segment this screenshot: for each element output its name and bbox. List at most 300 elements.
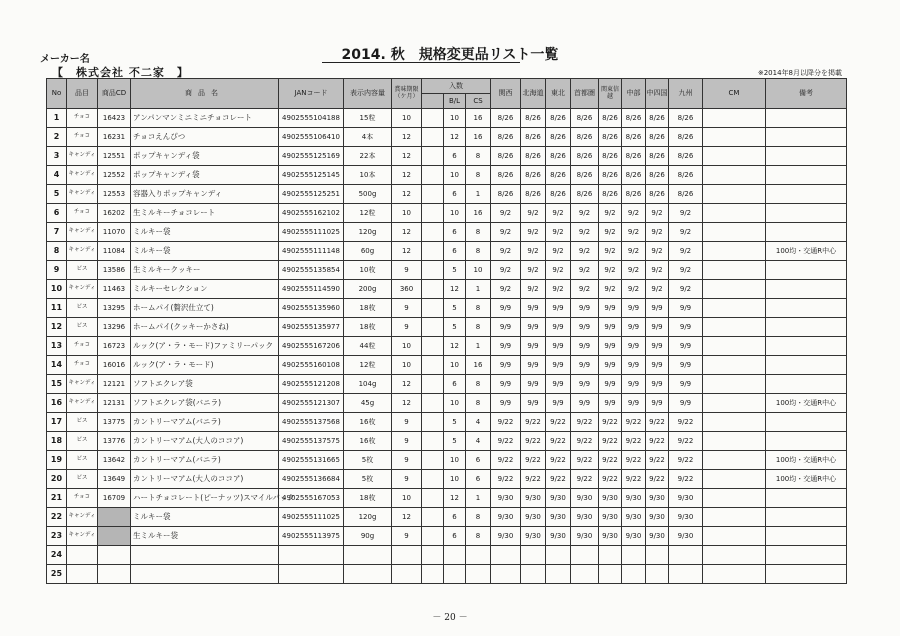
cell-date-region-0: 9/9 bbox=[491, 337, 521, 356]
cell-jan: 4902555125169 bbox=[279, 147, 344, 166]
cell-date-region-4: 9/30 bbox=[599, 508, 622, 527]
table-row bbox=[47, 109, 847, 128]
header-irisu-spacer bbox=[422, 94, 444, 109]
cell-date-region-2: 8/26 bbox=[546, 128, 571, 147]
cell-cm bbox=[703, 147, 766, 166]
header-no: No bbox=[47, 79, 67, 109]
cell-no: 2 bbox=[47, 128, 67, 147]
header-region-6: 中四国 bbox=[646, 79, 669, 109]
cell-date-region-2: 9/22 bbox=[546, 432, 571, 451]
cell-jan: 4902555131665 bbox=[279, 451, 344, 470]
cell-cs: 8 bbox=[466, 242, 491, 261]
title-underline bbox=[322, 62, 520, 63]
cell-date-region-6: 9/22 bbox=[646, 470, 669, 489]
cell-date-region-5: 9/2 bbox=[622, 280, 646, 299]
cell-bl: 6 bbox=[444, 375, 466, 394]
cell-expiry: 9 bbox=[392, 261, 422, 280]
cell-size: 104g bbox=[344, 375, 392, 394]
cell-cs bbox=[466, 565, 491, 584]
cell-expiry: 12 bbox=[392, 128, 422, 147]
cell-date-region-0: 9/9 bbox=[491, 318, 521, 337]
cell-cm bbox=[703, 432, 766, 451]
cell-irisu-spacer bbox=[422, 527, 444, 546]
cell-jan: 4902555111148 bbox=[279, 242, 344, 261]
cell-date-region-4: 9/22 bbox=[599, 451, 622, 470]
cell-code: 11084 bbox=[98, 242, 131, 261]
cell-no: 16 bbox=[47, 394, 67, 413]
cell-date-region-7: 9/30 bbox=[669, 527, 703, 546]
cell-name: 生ミルキークッキー bbox=[131, 261, 279, 280]
cell-name bbox=[131, 546, 279, 565]
cell-size: 44粒 bbox=[344, 337, 392, 356]
cell-date-region-7: 9/22 bbox=[669, 413, 703, 432]
cell-no: 3 bbox=[47, 147, 67, 166]
cell-date-region-0: 9/2 bbox=[491, 280, 521, 299]
cell-date-region-3: 9/2 bbox=[571, 223, 599, 242]
cell-cm bbox=[703, 223, 766, 242]
header-remarks: 備考 bbox=[766, 79, 847, 109]
cell-jan: 4902555160108 bbox=[279, 356, 344, 375]
cell-date-region-5: 8/26 bbox=[622, 185, 646, 204]
cell-date-region-0: 8/26 bbox=[491, 147, 521, 166]
cell-bl: 10 bbox=[444, 166, 466, 185]
cell-date-region-3: 9/30 bbox=[571, 527, 599, 546]
cell-no: 18 bbox=[47, 432, 67, 451]
cell-bl: 10 bbox=[444, 470, 466, 489]
cell-date-region-6: 9/9 bbox=[646, 299, 669, 318]
cell-date-region-4: 8/26 bbox=[599, 166, 622, 185]
cell-date-region-0: 8/26 bbox=[491, 166, 521, 185]
cell-no: 17 bbox=[47, 413, 67, 432]
cell-expiry: 12 bbox=[392, 242, 422, 261]
cell-cs: 1 bbox=[466, 185, 491, 204]
cell-category: キャンディ bbox=[67, 185, 98, 204]
cell-date-region-1: 9/9 bbox=[521, 394, 546, 413]
cell-date-region-6 bbox=[646, 565, 669, 584]
cell-category: ビス bbox=[67, 299, 98, 318]
cell-cm bbox=[703, 451, 766, 470]
cell-date-region-2: 9/9 bbox=[546, 394, 571, 413]
cell-remarks bbox=[766, 337, 847, 356]
cell-date-region-3: 9/22 bbox=[571, 470, 599, 489]
cell-cm bbox=[703, 109, 766, 128]
cell-cm bbox=[703, 356, 766, 375]
cell-remarks bbox=[766, 280, 847, 299]
cell-cs: 8 bbox=[466, 299, 491, 318]
cell-code: 11070 bbox=[98, 223, 131, 242]
cell-bl: 5 bbox=[444, 413, 466, 432]
cell-remarks bbox=[766, 565, 847, 584]
cell-name: 生ミルキーチョコレート bbox=[131, 204, 279, 223]
cell-name: カントリーマアム(大人のココア) bbox=[131, 470, 279, 489]
cell-cs: 6 bbox=[466, 451, 491, 470]
cell-date-region-0: 9/22 bbox=[491, 413, 521, 432]
cell-no: 10 bbox=[47, 280, 67, 299]
cell-jan: 4902555167053 bbox=[279, 489, 344, 508]
cell-irisu-spacer bbox=[422, 451, 444, 470]
cell-date-region-4: 8/26 bbox=[599, 128, 622, 147]
table-row bbox=[47, 394, 847, 413]
table-row bbox=[47, 527, 847, 546]
cell-date-region-7: 9/9 bbox=[669, 375, 703, 394]
cell-irisu-spacer bbox=[422, 394, 444, 413]
cell-size: 12粒 bbox=[344, 204, 392, 223]
cell-cs: 1 bbox=[466, 280, 491, 299]
cell-expiry: 9 bbox=[392, 413, 422, 432]
cell-remarks bbox=[766, 261, 847, 280]
cell-date-region-3: 9/9 bbox=[571, 356, 599, 375]
cell-expiry: 10 bbox=[392, 337, 422, 356]
cell-size: 10枚 bbox=[344, 261, 392, 280]
cell-date-region-5: 9/30 bbox=[622, 489, 646, 508]
cell-date-region-4: 9/9 bbox=[599, 394, 622, 413]
cell-code bbox=[98, 546, 131, 565]
table-row bbox=[47, 128, 847, 147]
cell-jan: 4902555121307 bbox=[279, 394, 344, 413]
cell-date-region-5: 9/2 bbox=[622, 261, 646, 280]
cell-date-region-0: 9/30 bbox=[491, 527, 521, 546]
cell-size: 120g bbox=[344, 508, 392, 527]
cell-bl: 5 bbox=[444, 261, 466, 280]
cell-size: 10本 bbox=[344, 166, 392, 185]
header-cm: CM bbox=[703, 79, 766, 109]
cell-cs: 10 bbox=[466, 261, 491, 280]
cell-cm bbox=[703, 375, 766, 394]
cell-cm bbox=[703, 261, 766, 280]
cell-date-region-7: 9/2 bbox=[669, 280, 703, 299]
table-row bbox=[47, 204, 847, 223]
cell-size: 18枚 bbox=[344, 489, 392, 508]
cell-date-region-4: 8/26 bbox=[599, 109, 622, 128]
cell-bl: 5 bbox=[444, 299, 466, 318]
cell-date-region-1: 9/9 bbox=[521, 356, 546, 375]
cell-cs: 8 bbox=[466, 375, 491, 394]
document-title: 2014. 秋 規格変更品リスト一覧 bbox=[341, 47, 559, 63]
cell-date-region-3: 9/2 bbox=[571, 261, 599, 280]
cell-irisu-spacer bbox=[422, 413, 444, 432]
cell-irisu-spacer bbox=[422, 337, 444, 356]
cell-size: 120g bbox=[344, 223, 392, 242]
cell-date-region-0: 9/2 bbox=[491, 242, 521, 261]
cell-date-region-3: 8/26 bbox=[571, 109, 599, 128]
cell-cs: 16 bbox=[466, 109, 491, 128]
cell-expiry: 12 bbox=[392, 185, 422, 204]
cell-no: 22 bbox=[47, 508, 67, 527]
cell-size: 16枚 bbox=[344, 413, 392, 432]
cell-code: 13776 bbox=[98, 432, 131, 451]
cell-date-region-4: 9/9 bbox=[599, 375, 622, 394]
cell-expiry: 360 bbox=[392, 280, 422, 299]
cell-no: 8 bbox=[47, 242, 67, 261]
cell-date-region-1: 9/22 bbox=[521, 432, 546, 451]
cell-irisu-spacer bbox=[422, 223, 444, 242]
cell-date-region-5: 9/22 bbox=[622, 432, 646, 451]
cell-date-region-6: 9/30 bbox=[646, 527, 669, 546]
cell-date-region-5: 8/26 bbox=[622, 166, 646, 185]
cell-size: 15粒 bbox=[344, 109, 392, 128]
cell-jan: 4902555106410 bbox=[279, 128, 344, 147]
cell-date-region-1 bbox=[521, 546, 546, 565]
cell-date-region-4: 9/22 bbox=[599, 470, 622, 489]
cell-size: 200g bbox=[344, 280, 392, 299]
cell-date-region-4: 9/2 bbox=[599, 261, 622, 280]
cell-date-region-3: 9/2 bbox=[571, 204, 599, 223]
cell-date-region-6: 9/2 bbox=[646, 223, 669, 242]
cell-date-region-2: 9/2 bbox=[546, 204, 571, 223]
table-row bbox=[47, 261, 847, 280]
cell-date-region-0: 8/26 bbox=[491, 128, 521, 147]
cell-no: 19 bbox=[47, 451, 67, 470]
cell-category: キャンディ bbox=[67, 147, 98, 166]
cell-category: キャンディ bbox=[67, 527, 98, 546]
cell-size: 18枚 bbox=[344, 318, 392, 337]
cell-irisu-spacer bbox=[422, 128, 444, 147]
cell-date-region-7: 8/26 bbox=[669, 185, 703, 204]
cell-remarks: 100均・交通R中心 bbox=[766, 470, 847, 489]
cell-date-region-5: 9/9 bbox=[622, 356, 646, 375]
cell-code bbox=[98, 527, 131, 546]
cell-bl: 5 bbox=[444, 432, 466, 451]
cell-cm bbox=[703, 413, 766, 432]
cell-jan: 4902555162102 bbox=[279, 204, 344, 223]
cell-no: 21 bbox=[47, 489, 67, 508]
cell-irisu-spacer bbox=[422, 470, 444, 489]
table-row bbox=[47, 546, 847, 565]
cell-date-region-4: 9/9 bbox=[599, 337, 622, 356]
cell-name: ホームパイ(贅沢仕立て) bbox=[131, 299, 279, 318]
cell-date-region-5: 8/26 bbox=[622, 109, 646, 128]
header-size: 表示内容量 bbox=[344, 79, 392, 109]
cell-date-region-4: 9/30 bbox=[599, 527, 622, 546]
cell-date-region-0: 9/9 bbox=[491, 394, 521, 413]
cell-date-region-4: 9/2 bbox=[599, 223, 622, 242]
cell-date-region-2: 9/9 bbox=[546, 356, 571, 375]
cell-date-region-3: 9/9 bbox=[571, 394, 599, 413]
cell-date-region-7: 9/9 bbox=[669, 394, 703, 413]
cell-cm bbox=[703, 185, 766, 204]
cell-size: 45g bbox=[344, 394, 392, 413]
cell-category: ビス bbox=[67, 470, 98, 489]
cell-code: 11463 bbox=[98, 280, 131, 299]
cell-date-region-3: 9/9 bbox=[571, 375, 599, 394]
header-region-3: 首都圏 bbox=[571, 79, 599, 109]
cell-size bbox=[344, 565, 392, 584]
cell-expiry: 9 bbox=[392, 299, 422, 318]
header-jan: JANコード bbox=[279, 79, 344, 109]
cell-no: 11 bbox=[47, 299, 67, 318]
cell-date-region-2: 9/22 bbox=[546, 470, 571, 489]
cell-remarks bbox=[766, 204, 847, 223]
table-row bbox=[47, 337, 847, 356]
cell-date-region-1: 9/2 bbox=[521, 223, 546, 242]
cell-date-region-5: 9/22 bbox=[622, 413, 646, 432]
cell-date-region-1: 9/2 bbox=[521, 204, 546, 223]
cell-date-region-1: 9/2 bbox=[521, 242, 546, 261]
cell-expiry: 10 bbox=[392, 109, 422, 128]
cell-date-region-6: 9/22 bbox=[646, 432, 669, 451]
cell-bl: 10 bbox=[444, 356, 466, 375]
cell-name: ホームパイ(クッキーかさね) bbox=[131, 318, 279, 337]
cell-date-region-7: 8/26 bbox=[669, 128, 703, 147]
cell-date-region-4 bbox=[599, 565, 622, 584]
cell-no: 7 bbox=[47, 223, 67, 242]
cell-date-region-5: 9/2 bbox=[622, 204, 646, 223]
cell-size: 16枚 bbox=[344, 432, 392, 451]
cell-cs: 1 bbox=[466, 337, 491, 356]
header-region-1: 北海道 bbox=[521, 79, 546, 109]
cell-cm bbox=[703, 508, 766, 527]
cell-date-region-6: 9/2 bbox=[646, 242, 669, 261]
cell-date-region-5: 9/22 bbox=[622, 470, 646, 489]
cell-date-region-7: 9/22 bbox=[669, 470, 703, 489]
cell-date-region-6: 9/2 bbox=[646, 261, 669, 280]
cell-date-region-1: 9/9 bbox=[521, 318, 546, 337]
table-row bbox=[47, 489, 847, 508]
cell-code bbox=[98, 565, 131, 584]
cell-category: キャンディ bbox=[67, 242, 98, 261]
cell-date-region-7: 9/9 bbox=[669, 318, 703, 337]
cell-cm bbox=[703, 128, 766, 147]
cell-date-region-3: 8/26 bbox=[571, 147, 599, 166]
cell-size: 18枚 bbox=[344, 299, 392, 318]
cell-name: ソフトエクレア袋 bbox=[131, 375, 279, 394]
cell-category: チョコ bbox=[67, 356, 98, 375]
cell-category: ビス bbox=[67, 432, 98, 451]
cell-bl bbox=[444, 565, 466, 584]
cell-cm bbox=[703, 280, 766, 299]
cell-code: 16423 bbox=[98, 109, 131, 128]
cell-expiry: 9 bbox=[392, 451, 422, 470]
cell-no: 23 bbox=[47, 527, 67, 546]
cell-name: 容器入りポップキャンディ bbox=[131, 185, 279, 204]
cell-date-region-3: 8/26 bbox=[571, 166, 599, 185]
cell-jan: 4902555121208 bbox=[279, 375, 344, 394]
header-irisu: 入数 bbox=[422, 79, 491, 94]
cell-cs: 8 bbox=[466, 147, 491, 166]
cell-cm bbox=[703, 527, 766, 546]
cell-cs: 8 bbox=[466, 166, 491, 185]
cell-date-region-5: 8/26 bbox=[622, 128, 646, 147]
cell-date-region-1: 9/30 bbox=[521, 527, 546, 546]
cell-jan bbox=[279, 546, 344, 565]
cell-no: 4 bbox=[47, 166, 67, 185]
cell-code: 13642 bbox=[98, 451, 131, 470]
cell-date-region-4: 9/9 bbox=[599, 318, 622, 337]
cell-cm bbox=[703, 337, 766, 356]
cell-expiry: 12 bbox=[392, 147, 422, 166]
table-row bbox=[47, 432, 847, 451]
cell-jan: 4902555135977 bbox=[279, 318, 344, 337]
cell-name: ルック(ア・ラ・モード)ファミリーパック bbox=[131, 337, 279, 356]
cell-category bbox=[67, 565, 98, 584]
cell-no: 14 bbox=[47, 356, 67, 375]
cell-remarks bbox=[766, 318, 847, 337]
cell-date-region-1: 9/9 bbox=[521, 375, 546, 394]
cell-no: 1 bbox=[47, 109, 67, 128]
cell-date-region-3: 9/2 bbox=[571, 242, 599, 261]
cell-code: 13295 bbox=[98, 299, 131, 318]
cell-date-region-1: 8/26 bbox=[521, 109, 546, 128]
header-name: 商品名 bbox=[131, 79, 279, 109]
cell-expiry bbox=[392, 565, 422, 584]
cell-date-region-5: 9/9 bbox=[622, 299, 646, 318]
cell-expiry: 12 bbox=[392, 375, 422, 394]
cell-bl: 6 bbox=[444, 185, 466, 204]
table-row bbox=[47, 185, 847, 204]
cell-date-region-0 bbox=[491, 546, 521, 565]
cell-bl: 6 bbox=[444, 242, 466, 261]
table-row bbox=[47, 166, 847, 185]
cell-name: ポップキャンディ袋 bbox=[131, 166, 279, 185]
cell-date-region-2: 9/2 bbox=[546, 280, 571, 299]
cell-name: カントリーマアム(バニラ) bbox=[131, 451, 279, 470]
cell-bl: 10 bbox=[444, 451, 466, 470]
header-bl: B/L bbox=[444, 94, 466, 109]
cell-expiry: 10 bbox=[392, 356, 422, 375]
cell-category: チョコ bbox=[67, 337, 98, 356]
cell-jan: 4902555135960 bbox=[279, 299, 344, 318]
cell-date-region-3 bbox=[571, 546, 599, 565]
cell-jan: 4902555104188 bbox=[279, 109, 344, 128]
header-region-7: 九州 bbox=[669, 79, 703, 109]
table-body bbox=[47, 109, 847, 584]
cell-name: ルック(ア・ラ・モード) bbox=[131, 356, 279, 375]
cell-date-region-6: 9/30 bbox=[646, 489, 669, 508]
cell-no: 5 bbox=[47, 185, 67, 204]
cell-date-region-6: 9/9 bbox=[646, 356, 669, 375]
cell-date-region-6: 9/9 bbox=[646, 394, 669, 413]
cell-date-region-1: 9/9 bbox=[521, 299, 546, 318]
cell-cs: 4 bbox=[466, 413, 491, 432]
cell-date-region-7 bbox=[669, 565, 703, 584]
cell-date-region-6: 8/26 bbox=[646, 128, 669, 147]
cell-date-region-4: 9/22 bbox=[599, 432, 622, 451]
cell-code: 16202 bbox=[98, 204, 131, 223]
table-row bbox=[47, 280, 847, 299]
cell-date-region-6: 8/26 bbox=[646, 109, 669, 128]
table-row bbox=[47, 375, 847, 394]
cell-category: ビス bbox=[67, 451, 98, 470]
cell-date-region-7: 8/26 bbox=[669, 166, 703, 185]
cell-date-region-3: 9/9 bbox=[571, 337, 599, 356]
table-row bbox=[47, 318, 847, 337]
cell-date-region-2 bbox=[546, 565, 571, 584]
cell-date-region-7: 9/9 bbox=[669, 299, 703, 318]
cell-irisu-spacer bbox=[422, 546, 444, 565]
cell-cm bbox=[703, 394, 766, 413]
cell-category: チョコ bbox=[67, 109, 98, 128]
cell-no: 20 bbox=[47, 470, 67, 489]
cell-date-region-7: 9/22 bbox=[669, 451, 703, 470]
cell-remarks bbox=[766, 166, 847, 185]
table-row bbox=[47, 147, 847, 166]
cell-date-region-7: 8/26 bbox=[669, 147, 703, 166]
cell-no: 15 bbox=[47, 375, 67, 394]
cell-date-region-6: 9/2 bbox=[646, 280, 669, 299]
cell-date-region-0: 9/22 bbox=[491, 451, 521, 470]
cell-date-region-6: 9/9 bbox=[646, 337, 669, 356]
cell-date-region-7: 9/30 bbox=[669, 489, 703, 508]
cell-category: チョコ bbox=[67, 489, 98, 508]
cell-irisu-spacer bbox=[422, 508, 444, 527]
cell-irisu-spacer bbox=[422, 204, 444, 223]
cell-date-region-3: 9/22 bbox=[571, 432, 599, 451]
cell-date-region-2: 9/2 bbox=[546, 223, 571, 242]
page-number: － 20 － bbox=[432, 613, 468, 623]
cell-category: チョコ bbox=[67, 128, 98, 147]
cell-size: 22本 bbox=[344, 147, 392, 166]
cell-date-region-1: 9/2 bbox=[521, 280, 546, 299]
